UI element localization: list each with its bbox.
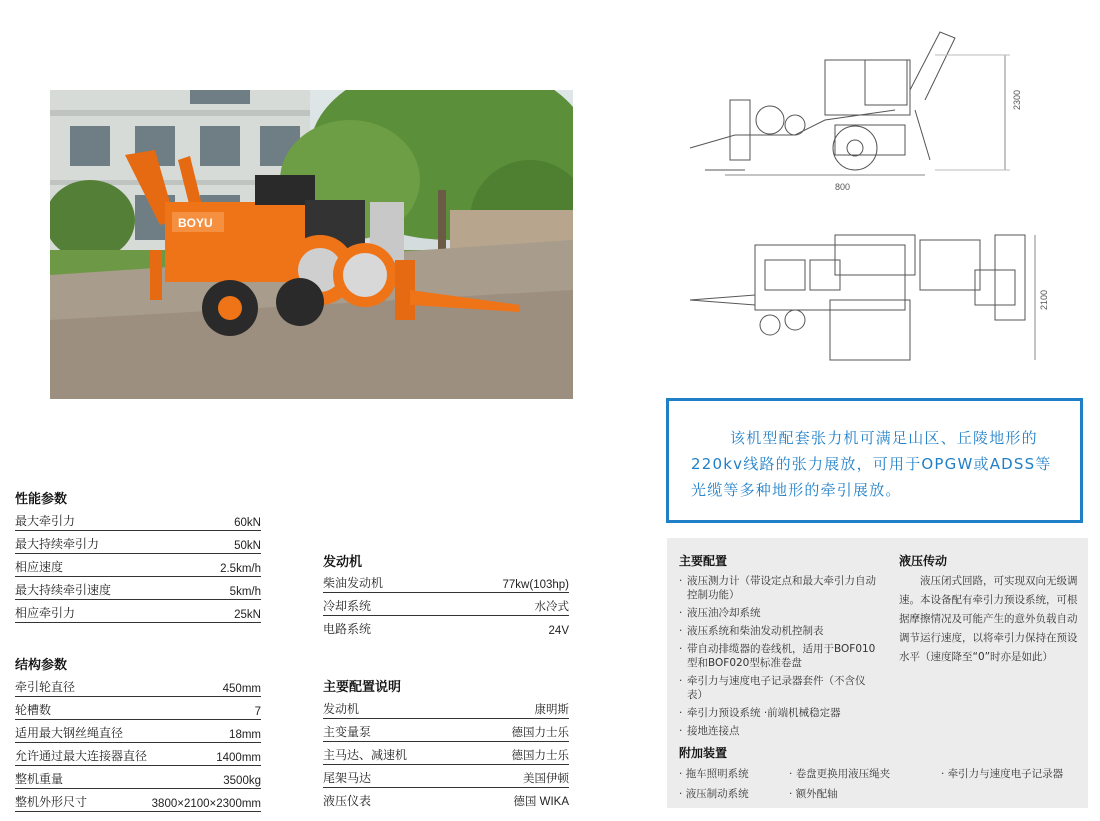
product-photo: [50, 90, 573, 399]
structure-title: 结构参数: [15, 658, 68, 673]
main-config-list: [679, 574, 879, 742]
performance-table: [15, 508, 261, 623]
table-row: 尾架马达 美国伊顿: [323, 765, 569, 788]
list-item: · 牵引力与速度电子记录器套件（不含仪表）: [679, 674, 879, 702]
table-row: 柴油发动机 77kw(103hp): [323, 570, 569, 593]
list-item: · 带自动排缆器的卷线机，适用于BOF010型和BOF020型标准卷盘: [679, 642, 879, 670]
callout-text: 该机型配套张力机可满足山区、丘陵地形的220kv线路的张力展放，可用于OPGW或ADSS等光缆等多种地形的牵引展放。: [691, 429, 1052, 499]
table-row: 冷却系统 水冷式: [323, 593, 569, 616]
table-row: 最大持续牵引力 50kN: [15, 531, 261, 554]
dim-height: 2300: [1012, 89, 1022, 110]
main-config-title: 主要配置: [679, 554, 728, 568]
list-item: · 拖车照明系统: [679, 768, 749, 780]
list-item: · 牵引力预设系统 ·前端机械稳定器: [679, 706, 879, 720]
accessories-list: [679, 766, 1079, 806]
table-row: 整机重量 3500kg: [15, 766, 261, 789]
list-item: · 牵引力与速度电子记录器: [941, 768, 1064, 780]
hydraulic-text: 液压闭式回路，可实现双向无级调速。本设备配有牵引力预设系统，可根据摩擦情况及可能产生的意外负载自动调节运行速度，以将牵引力保持在预设水平（速度降至“0”时亦是如此）: [899, 575, 1078, 663]
table-row: 液压仪表 德国 WIKA: [323, 794, 569, 808]
table-row: 最大牵引力 60kN: [15, 508, 261, 531]
brand-logo: BOYU: [178, 216, 213, 230]
hydraulic-title: 液压传动: [899, 554, 948, 568]
table-row: 允许通过最大连接器直径 1400mm: [15, 743, 261, 766]
list-item: · 接地连接点: [679, 724, 879, 738]
list-item: · 卷盘更换用液压绳夹: [789, 768, 891, 780]
list-item: · 额外配轴: [789, 788, 838, 800]
dim-width: 2100: [1039, 289, 1049, 310]
table-row: 电路系统 24V: [323, 622, 569, 637]
table-row: 最大持续牵引速度 5km/h: [15, 577, 261, 600]
table-row: 主马达、减速机 德国力士乐: [323, 742, 569, 765]
engine-title: 发动机: [323, 555, 363, 570]
config-notes-table: [323, 696, 569, 810]
config-panel: [667, 538, 1088, 808]
table-row: 整机外形尺寸 3800×2100×2300mm: [15, 789, 261, 812]
table-row: 相应牵引力 25kN: [15, 600, 261, 623]
table-row: 发动机 康明斯: [323, 696, 569, 719]
config-notes-title: 主要配置说明: [323, 680, 402, 695]
performance-title: 性能参数: [15, 492, 68, 507]
table-row: 主变量泵 德国力士乐: [323, 719, 569, 742]
table-row: 适用最大钢丝绳直径 18mm: [15, 720, 261, 743]
technical-drawing: [675, 20, 1075, 380]
engine-table: [323, 570, 569, 638]
table-row: 相应速度 2.5km/h: [15, 554, 261, 577]
dim-length: 800: [835, 182, 851, 192]
table-row: 牵引轮直径 450mm: [15, 674, 261, 697]
list-item: · 液压系统和柴油发动机控制表: [679, 624, 879, 638]
accessories-title: 附加装置: [679, 746, 728, 760]
list-item: · 液压测力计（带设定点和最大牵引力自动控制功能）: [679, 574, 879, 602]
structure-table: [15, 674, 261, 812]
list-item: · 液压油冷却系统: [679, 606, 879, 620]
list-item: · 液压制动系统: [679, 788, 749, 800]
table-row: 轮槽数 7: [15, 697, 261, 720]
callout-box: [666, 398, 1083, 523]
